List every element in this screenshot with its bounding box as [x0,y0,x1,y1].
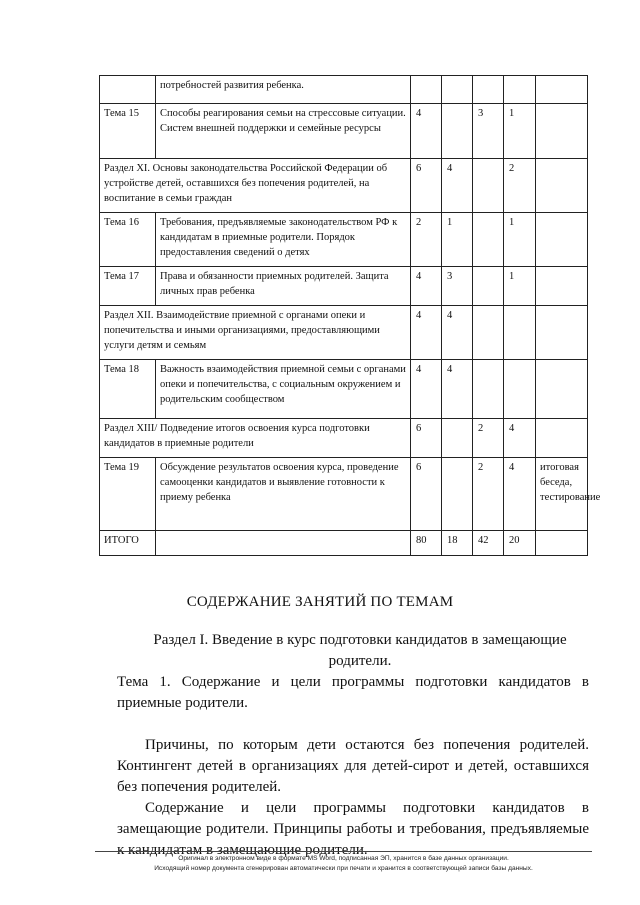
topic-title-cell: Права и обязанности приемных родителей. Защита личных прав ребенка [156,267,411,306]
topic-title-cell: Способы реагирования семьи на стрессовые ситуации. Систем внешней поддержки и семейные ресурсы [156,104,411,159]
paragraph-content: Содержание и цели программы подготовки кандидатов в замещающие родители. Принципы работы и требования, предъявляемые к кандидатам в замещающие родители. [117,800,589,858]
table-row [100,76,588,104]
hours-total-cell: 4 [411,360,442,419]
hours-other-cell: 2 [504,159,536,213]
hours-practice-cell [473,360,504,419]
hours-theory-cell [442,458,473,531]
footer-line-1: Оригинал в электронном виде в формате MS Word, подписанная ЭП, хранится в базе данных организации. [178,855,509,862]
hours-total-cell: 6 [411,159,442,213]
hours-theory-cell: 4 [442,306,473,360]
hours-practice-cell [473,267,504,306]
topic-title: Тема 1. Содержание и цели программы подготовки кандидатов в приемные родители. [117,674,589,711]
table-row [100,531,588,556]
section-cell: Раздел XIII/ Подведение итогов освоения курса подготовки кандидатов в приемные родители [100,419,411,458]
hours-theory-cell: 4 [442,159,473,213]
table-row [100,360,588,419]
hours-practice-cell: 42 [473,531,504,556]
topic-label-cell: Тема 19 [100,458,156,531]
hours-total-cell: 6 [411,458,442,531]
hours-other-cell: 1 [504,267,536,306]
note-cell [536,267,588,306]
hours-theory-cell [442,419,473,458]
note-cell [536,76,588,104]
table-row [100,267,588,306]
empty-cell [100,76,156,104]
hours-other-cell: 4 [504,419,536,458]
hours-practice-cell: 2 [473,458,504,531]
topic-title-cell: потребностей развития ребенка. [156,76,411,104]
hours-theory-cell [442,76,473,104]
hours-practice-cell [473,76,504,104]
topic-label-cell: Тема 15 [100,104,156,159]
study-plan-table [99,75,601,556]
hours-total-cell: 2 [411,213,442,267]
hours-other-cell: 1 [504,104,536,159]
topic-title-cell: Обсуждение результатов освоения курса, проведение самооценки кандидатов и выявление готовности к приему ребенка [156,458,411,531]
hours-theory-cell: 18 [442,531,473,556]
note-cell [536,306,588,360]
note-cell [536,159,588,213]
hours-other-cell: 20 [504,531,536,556]
topic-title-cell [156,531,411,556]
table-row [100,458,588,531]
hours-other-cell [504,76,536,104]
hours-total-cell: 4 [411,306,442,360]
footer-divider [95,851,592,852]
hours-total-cell: 6 [411,419,442,458]
table-row [100,213,588,267]
note-cell [536,360,588,419]
hours-theory-cell: 3 [442,267,473,306]
note-cell: итоговая беседа, тестирование [536,458,588,531]
topic-title-cell: Важность взаимодействия приемной семьи с органами опеки и попечительства, с социальным окружением и родительским сообществом [156,360,411,419]
topic-label-cell: ИТОГО [100,531,156,556]
table-row [100,159,588,213]
topic-label-cell: Тема 18 [100,360,156,419]
footer-line-2: Исходящий номер документа сгенерирован автоматически при печати и хранится в соответствующей записи базы данных. [154,865,533,872]
table-row [100,104,588,159]
hours-total-cell [411,76,442,104]
hours-practice-cell [473,213,504,267]
hours-other-cell [504,360,536,419]
section-cell: Раздел XII. Взаимодействие приемной с органами опеки и попечительства и иными организациями, предоставляющими услуги детям и семьям [100,306,411,360]
table-body [100,76,601,556]
note-cell [536,531,588,556]
note-cell [536,419,588,458]
hours-total-cell: 80 [411,531,442,556]
topic-label-cell: Тема 17 [100,267,156,306]
hours-total-cell: 4 [411,267,442,306]
hours-other-cell: 4 [504,458,536,531]
footer-note [95,854,592,874]
hours-practice-cell: 2 [473,419,504,458]
hours-practice-cell: 3 [473,104,504,159]
note-cell [536,104,588,159]
hours-practice-cell [473,306,504,360]
hours-other-cell: 1 [504,213,536,267]
topic-title-cell: Требования, предъявляемые законодательством РФ к кандидатам в приемные родители. Порядок предоставления сведений о детях [156,213,411,267]
note-cell [536,213,588,267]
hours-practice-cell [473,159,504,213]
topic-label-cell: Тема 16 [100,213,156,267]
table-row [100,419,588,458]
section-cell: Раздел XI. Основы законодательства Российской Федерации об устройстве детей, оставшихся без попечения родителей, на воспитание в семьи граждан [100,159,411,213]
hours-total-cell: 4 [411,104,442,159]
hours-theory-cell: 1 [442,213,473,267]
hours-theory-cell: 4 [442,360,473,419]
hours-theory-cell [442,104,473,159]
hours-other-cell [504,306,536,360]
table-row [100,306,588,360]
paragraph-causes: Причины, по которым дети остаются без попечения родителей. Контингент детей в организациях для детей-сирот и детей, оставшихся без попечения родителей. [117,737,589,795]
section-title: Раздел I. Введение в курс подготовки кандидатов в замещающие родители. [153,632,567,669]
page-heading: СОДЕРЖАНИЕ ЗАНЯТИЙ ПО ТЕМАМ [186,594,454,610]
